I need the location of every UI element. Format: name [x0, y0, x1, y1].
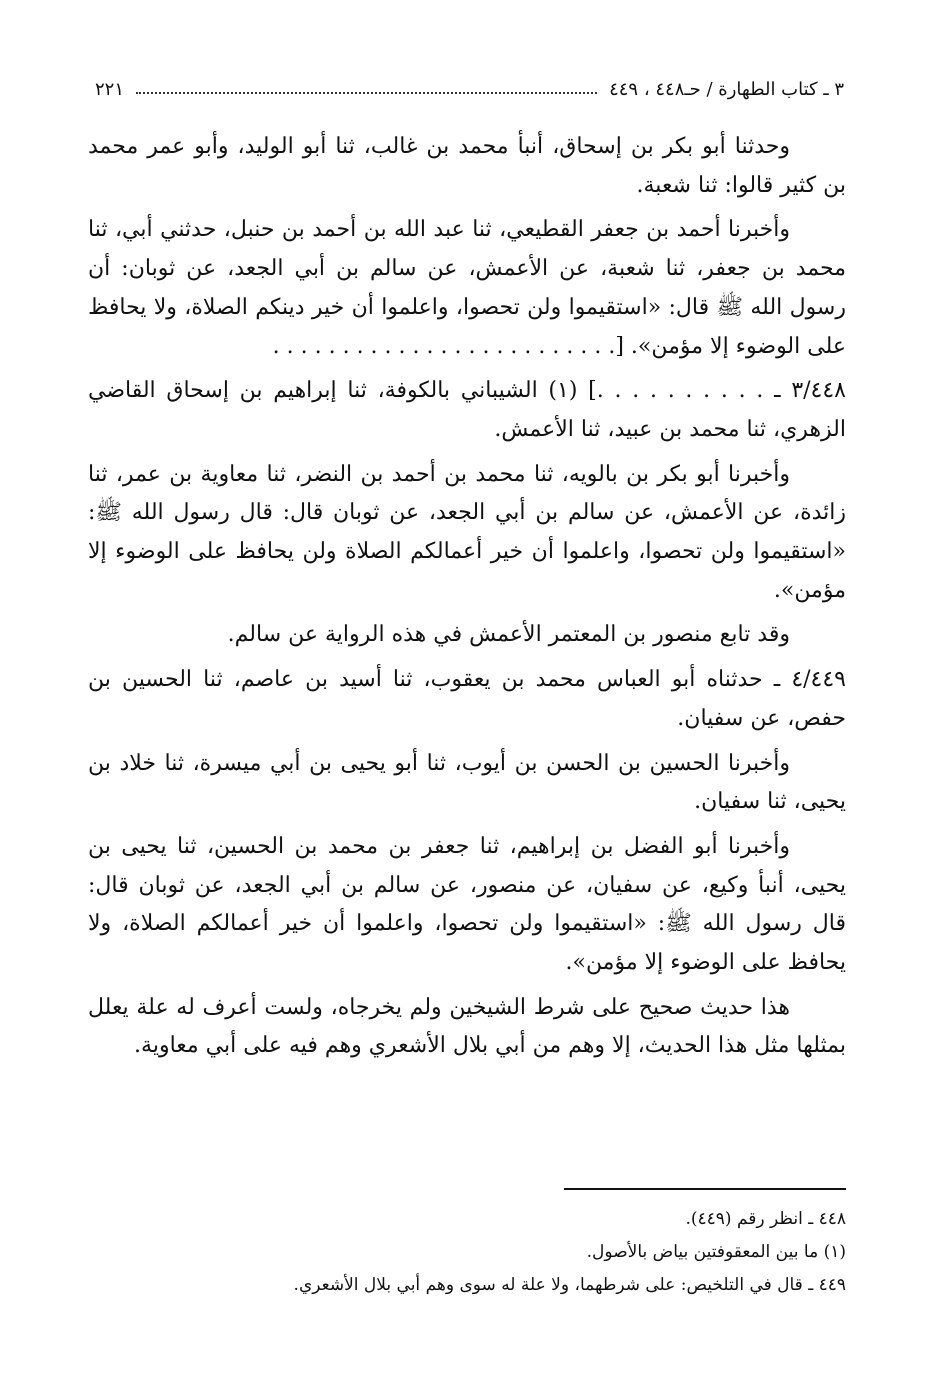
- header-title: ٣ ـ كتاب الطهارة / حـ٤٤٨ ، ٤٤٩: [609, 78, 844, 100]
- footnote-449: ٤٤٩ ـ قال في التلخيص: على شرطهما، ولا علة له سوى وهم أبي بلال الأشعري.: [293, 1275, 846, 1295]
- paragraph-2: وأخبرنا أحمد بن جعفر القطيعي، ثنا عبد الله بن أحمد بن حنبل، حدثني أبي، ثنا محمد بن جعفر، ثنا شعبة، عن الأعمش، عن سالم بن أبي الجعد، عن ثوبان: أن رسول الله ﷺ قال: «استقيموا ولن تحصوا، واعلموا أن خير دينكم الصلاة، ولا يحافظ على الوضوء إلا مؤمن». [. . . . . . . . . . . . . . . . . . . . . . . . .: [88, 217, 846, 359]
- running-header: [95, 72, 844, 106]
- paragraph-7: وأخبرنا الحسين بن الحسن بن أيوب، ثنا أبو يحيى بن أبي ميسرة، ثنا خلاد بن يحيى، ثنا سفيان.: [88, 750, 846, 815]
- paragraph-5: وقد تابع منصور بن المعتمر الأعمش في هذه الرواية عن سالم.: [227, 622, 790, 648]
- page-number: ٢٢١: [95, 78, 125, 100]
- paragraph-8: وأخبرنا أبو الفضل بن إبراهيم، ثنا جعفر بن محمد بن الحسين، ثنا يحيى بن يحيى، أنبأ وكيع، عن سفيان، عن منصور، عن سالم بن أبي الجعد، عن ثوبان قال: قال رسول الله ﷺ: «استقيموا ولن تحصوا، واعلموا أن خير أعمالكم الصلاة، ولا يحافظ على الوضوء إلا مؤمن».: [88, 833, 846, 976]
- footnotes: [88, 1203, 846, 1302]
- header-leader-dots: [136, 92, 597, 94]
- hadith-entry-449-4: ٤/٤٤٩ ـ حدثناه أبو العباس محمد بن يعقوب، ثنا أسيد بن عاصم، ثنا الحسين بن حفص، عن سفيان.: [88, 667, 846, 731]
- paragraph-4: وأخبرنا أبو بكر بن بالويه، ثنا محمد بن أحمد بن النضر، ثنا معاوية بن عمر، ثنا زائدة، عن الأعمش، عن سالم بن أبي الجعد، عن ثوبان قال: قال رسول الله ﷺ: «استقيموا ولن تحصوا، واعلموا أن خير أعمالكم الصلاة ولن يحافظ على الوضوء إلا مؤمن».: [88, 461, 846, 603]
- footnote-448: ٤٤٨ ـ انظر رقم (٤٤٩).: [685, 1209, 846, 1229]
- hadith-entry-448-3: ٣/٤٤٨ ـ . . . . . . . . . .] (١) الشيباني بالكوفة، ثنا إبراهيم بن إسحاق القاضي الزهري، ثنا محمد بن عبيد، ثنا الأعمش.: [88, 378, 846, 442]
- main-text: [88, 128, 846, 1072]
- footnote-separator: [564, 1188, 846, 1190]
- paragraph-1: وحدثنا أبو بكر بن إسحاق، أنبأ محمد بن غالب، ثنا أبو الوليد، وأبو عمر محمد بن كثير قالوا: ثنا شعبة.: [88, 134, 846, 198]
- paragraph-9: هذا حديث صحيح على شرط الشيخين ولم يخرجاه، ولست أعرف له علة يعلل بمثلها مثل هذا الحديث، إلا وهم من أبي بلال الأشعري وهم فيه على أبي معاوية.: [88, 994, 846, 1059]
- footnote-1: (١) ما بين المعقوفتين بياض بالأصول.: [586, 1242, 846, 1262]
